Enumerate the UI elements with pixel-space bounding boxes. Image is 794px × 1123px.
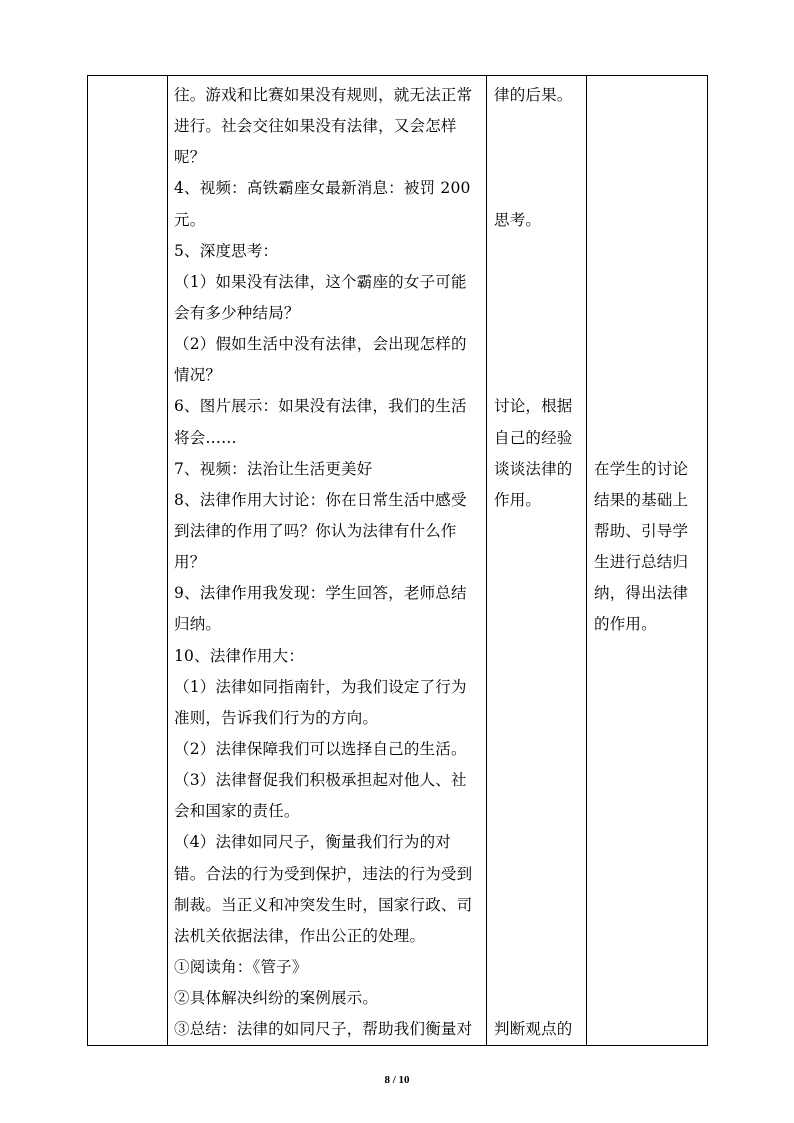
text-line: 在学生的讨论 bbox=[594, 459, 689, 478]
text-line bbox=[494, 142, 586, 173]
text-line: （1）如果没有法律，这个霸座的女子可能 bbox=[174, 272, 467, 291]
text-line bbox=[494, 765, 586, 796]
text-line bbox=[594, 142, 707, 173]
text-line bbox=[494, 173, 586, 204]
text-line bbox=[494, 329, 586, 360]
text-line: 会和国家的责任。 bbox=[174, 802, 300, 821]
text-line: 4、视频：高铁霸座女最新消息：被罚 200 bbox=[174, 179, 471, 198]
text-line: 自己的经验 bbox=[494, 428, 573, 447]
text-line: 呢？ bbox=[174, 148, 206, 167]
text-line: 进行。社会交往如果没有法律，又会怎样 bbox=[174, 117, 457, 136]
text-line bbox=[494, 360, 586, 391]
text-line bbox=[494, 827, 586, 858]
text-line: （2）假如生活中没有法律，会出现怎样的 bbox=[174, 335, 467, 354]
teacher-activity-cell bbox=[168, 76, 487, 1046]
text-line bbox=[494, 672, 586, 703]
text-line bbox=[594, 236, 707, 267]
text-line: 制裁。当正义和冲突发生时，国家行政、司 bbox=[174, 895, 473, 914]
text-line bbox=[594, 360, 707, 391]
text-line: ①阅读角：《管子》 bbox=[174, 957, 308, 976]
stage-column-cell bbox=[88, 76, 168, 1046]
text-line: 往。游戏和比赛如果没有规则，就无法正常 bbox=[174, 86, 473, 104]
text-line bbox=[494, 609, 586, 640]
text-line bbox=[594, 423, 707, 454]
text-line: 到法律的作用了吗？你认为法律有什么作 bbox=[174, 521, 457, 540]
text-line: ③总结：法律的如同尺子，帮助我们衡量对 bbox=[174, 1020, 473, 1039]
text-line: 法机关依据法律，作出公正的处理。 bbox=[174, 926, 426, 945]
text-line: （4）法律如同尺子，衡量我们行为的对 bbox=[174, 833, 451, 852]
text-line: （3）法律督促我们积极承担起对他人、社 bbox=[174, 771, 467, 790]
lesson-plan-table bbox=[87, 75, 708, 1046]
text-line: 思考。 bbox=[494, 210, 542, 229]
text-line: （1）法律如同指南针，为我们设定了行为 bbox=[174, 677, 467, 696]
text-line bbox=[494, 578, 586, 609]
text-line: 结果的基础上 bbox=[594, 490, 689, 509]
text-line bbox=[494, 267, 586, 298]
text-line: 用？ bbox=[174, 553, 206, 572]
text-line: 错。合法的行为受到保护，违法的行为受到 bbox=[174, 864, 473, 883]
text-line bbox=[494, 796, 586, 827]
text-line bbox=[494, 547, 586, 578]
text-line: （2）法律保障我们可以选择自己的生活。 bbox=[174, 739, 467, 758]
text-line: 元。 bbox=[174, 210, 206, 229]
text-line bbox=[594, 267, 707, 298]
text-line: 纳，得出法律 bbox=[594, 584, 689, 603]
text-line bbox=[494, 641, 586, 672]
teacher-activity-text bbox=[168, 76, 486, 1045]
text-line: 生进行总结归 bbox=[594, 553, 689, 572]
design-intent-cell bbox=[587, 76, 708, 1046]
student-activity-cell bbox=[487, 76, 587, 1046]
text-line bbox=[594, 205, 707, 236]
text-line bbox=[494, 983, 586, 1014]
text-line: 情况？ bbox=[174, 366, 222, 385]
text-line: 会有多少种结局？ bbox=[174, 303, 300, 322]
text-line bbox=[594, 111, 707, 142]
text-line bbox=[494, 111, 586, 142]
design-intent-text bbox=[587, 76, 707, 641]
text-line bbox=[594, 173, 707, 204]
text-line: 帮助、引导学 bbox=[594, 521, 689, 540]
page-number: 8 / 10 bbox=[384, 1074, 410, 1086]
text-line: 9、法律作用我发现：学生回答，老师总结 bbox=[174, 584, 467, 603]
text-line bbox=[594, 80, 707, 111]
text-line bbox=[494, 236, 586, 267]
text-line bbox=[494, 859, 586, 890]
text-line: 准则，告诉我们行为的方向。 bbox=[174, 708, 379, 727]
text-line: 的作用。 bbox=[594, 615, 657, 634]
text-line: 判断观点的 bbox=[494, 1020, 573, 1039]
text-line bbox=[494, 703, 586, 734]
text-line bbox=[594, 391, 707, 422]
text-line: 讨论，根据 bbox=[494, 397, 573, 416]
text-line: 将会…… bbox=[174, 428, 237, 447]
text-line bbox=[494, 516, 586, 547]
text-line bbox=[494, 298, 586, 329]
text-line: 10、法律作用大： bbox=[174, 646, 305, 665]
text-line bbox=[594, 298, 707, 329]
text-line bbox=[494, 734, 586, 765]
text-line: 7、视频：法治让生活更美好 bbox=[174, 459, 373, 478]
text-line bbox=[494, 890, 586, 921]
text-line: ②具体解决纠纷的案例展示。 bbox=[174, 989, 379, 1008]
student-activity-text bbox=[487, 76, 586, 1045]
text-line bbox=[494, 952, 586, 983]
table-row bbox=[88, 76, 708, 1046]
text-line bbox=[594, 329, 707, 360]
text-line: 5、深度思考： bbox=[174, 241, 279, 260]
text-line: 6、图片展示：如果没有法律，我们的生活 bbox=[174, 397, 467, 416]
text-line: 作用。 bbox=[494, 490, 542, 509]
text-line: 谈谈法律的 bbox=[494, 459, 573, 478]
text-line: 律的后果。 bbox=[494, 86, 573, 104]
text-line: 8、法律作用大讨论：你在日常生活中感受 bbox=[174, 490, 467, 509]
text-line bbox=[494, 921, 586, 952]
text-line: 归纳。 bbox=[174, 615, 222, 634]
